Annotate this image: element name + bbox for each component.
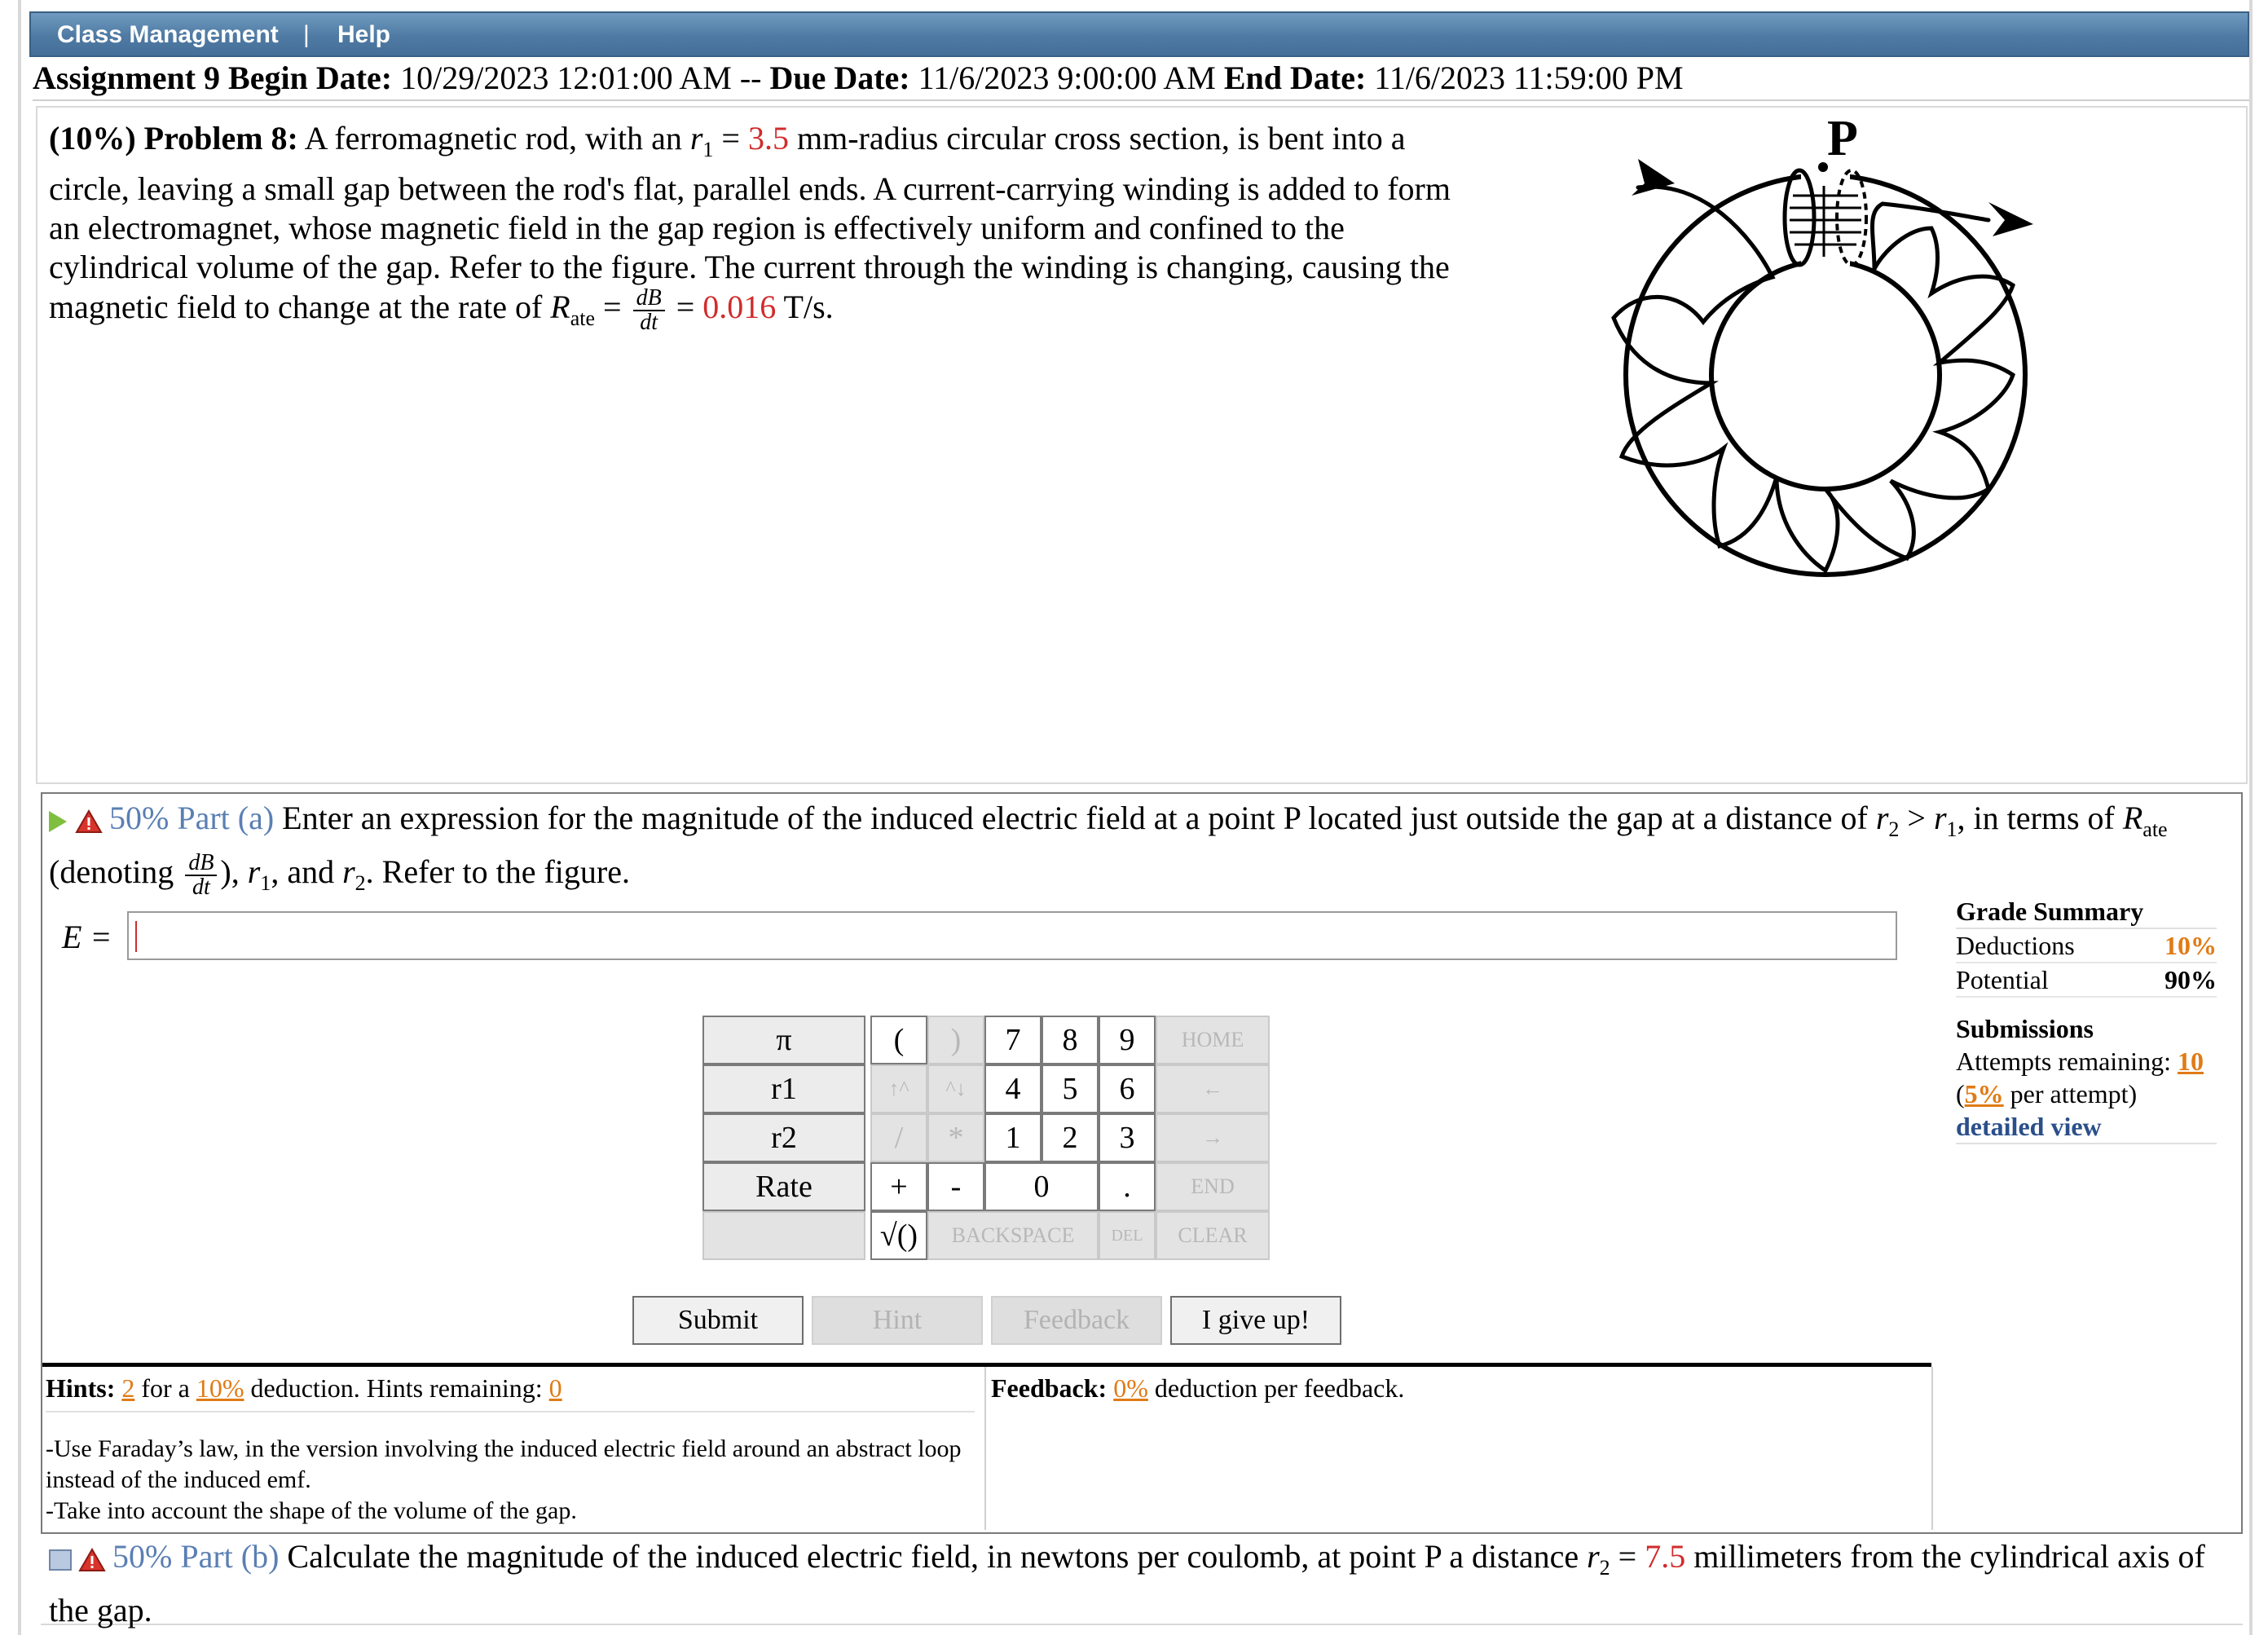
rate-symbol: R [550, 289, 570, 326]
key-multiply[interactable]: * [927, 1113, 984, 1162]
warning-icon [75, 809, 103, 834]
rate-subscript: ate [570, 306, 596, 331]
r1-subscript: 1 [702, 138, 714, 161]
key-up-arrow[interactable]: ↑^ [870, 1064, 927, 1113]
part-b-text-2: millimeters from the cylindrical axis of the gap. [49, 1538, 2205, 1628]
greater-than: > [1907, 800, 1926, 836]
begin-date: 10/29/2023 12:01:00 AM [400, 59, 732, 96]
key-empty [702, 1211, 865, 1260]
attempts-line [1956, 1045, 2217, 1078]
part-a-label: 50% Part (a) [109, 800, 275, 836]
key-7[interactable]: 7 [984, 1016, 1042, 1064]
key-rate[interactable]: Rate [702, 1162, 865, 1211]
feedback-panel [991, 1367, 1933, 1530]
denoting-open: (denoting [49, 853, 174, 890]
equals-sign: = [721, 120, 740, 156]
due-date: 11/6/2023 9:00:00 AM [918, 59, 1216, 96]
list-r1-subscript: 1 [260, 871, 271, 895]
top-menu-bar [29, 11, 2249, 57]
problem-title: Problem 8: [143, 120, 298, 156]
part-a-header [49, 797, 2217, 905]
key-clear[interactable]: CLEAR [1156, 1211, 1270, 1260]
per-attempt-label: per attempt) [2010, 1079, 2138, 1108]
cond-r2-subscript: 2 [1888, 818, 1900, 841]
r2-symbol: r [1587, 1538, 1600, 1575]
rate-subscript-a: ate [2142, 818, 2168, 841]
per-attempt-line [1956, 1078, 2217, 1110]
equals-sign-b: = [1618, 1538, 1637, 1575]
problem-statement [49, 119, 1483, 338]
fraction-numerator: dB [633, 287, 665, 311]
deductions-value: 10% [2165, 931, 2217, 960]
part-a-text-3: . Refer to the figure. [365, 853, 630, 890]
rate-unit: T/s. [783, 289, 834, 326]
submissions-title: Submissions [1956, 1014, 2094, 1043]
submit-button[interactable]: Submit [632, 1296, 804, 1345]
key-close-paren[interactable]: ) [927, 1016, 984, 1064]
feedback-deduction-label: deduction per feedback. [1154, 1373, 1405, 1403]
key-9[interactable]: 9 [1099, 1016, 1156, 1064]
cond-r2-symbol: r [1875, 800, 1889, 836]
menu-separator: | [303, 21, 310, 48]
grade-summary-title: Grade Summary [1956, 895, 2217, 929]
part-b-status-icon[interactable] [49, 1549, 72, 1571]
deductions-row [1956, 929, 2217, 963]
feedback-header [991, 1372, 1404, 1404]
list-r2-subscript: 2 [355, 871, 366, 895]
problem-weight: (10%) [49, 120, 136, 156]
denoting-close: ), [220, 853, 240, 890]
key-4[interactable]: 4 [984, 1064, 1042, 1113]
date-dash: -- [739, 59, 762, 96]
equals-sign-2: = [603, 289, 622, 326]
hints-count: 2 [121, 1373, 135, 1403]
hints-list [46, 1434, 983, 1527]
part-b-text-1: Calculate the magnitude of the induced electric field, in newtons per coulomb, at point P a distance [287, 1538, 1579, 1575]
end-date: 11/6/2023 11:59:00 PM [1374, 59, 1684, 96]
deductions-label: Deductions [1956, 931, 2075, 960]
key-8[interactable]: 8 [1042, 1016, 1099, 1064]
potential-row [1956, 963, 2217, 998]
part-b-label: 50% Part (b) [112, 1538, 280, 1575]
hint-button[interactable]: Hint [812, 1296, 983, 1345]
r2-value: 7.5 [1645, 1538, 1686, 1575]
grade-summary [1956, 895, 2217, 1144]
cond-r1-subscript: 1 [1946, 818, 1958, 841]
assignment-name: Assignment 9 [33, 59, 221, 96]
key-right-arrow[interactable]: → [1156, 1113, 1270, 1162]
part-b-header [49, 1536, 2233, 1632]
key-sqrt[interactable]: √() [870, 1211, 927, 1260]
key-r2[interactable]: r2 [702, 1113, 865, 1162]
assignment-dates [33, 57, 2249, 101]
equals-sign-3: = [676, 289, 695, 326]
per-attempt-value: 5% [1964, 1079, 2004, 1108]
class-management-link[interactable]: Class Management [57, 21, 279, 48]
arrow-out [1988, 202, 2033, 236]
key-0[interactable]: 0 [984, 1162, 1099, 1211]
expand-arrow-icon[interactable] [49, 811, 67, 832]
help-link[interactable]: Help [337, 21, 391, 48]
db-dt-fraction-a [185, 849, 217, 900]
feedback-deduction: 0% [1113, 1373, 1148, 1403]
due-date-label: Due Date: [769, 59, 910, 96]
end-date-label: End Date: [1223, 59, 1367, 96]
feedback-label: Feedback: [991, 1373, 1108, 1403]
hints-deduction-label: deduction. Hints remaining: [250, 1373, 543, 1403]
toroid-figure [1581, 114, 2070, 603]
part-a-text-2: , in terms of [1957, 800, 2115, 836]
hint-item-1: -Use Faraday’s law, in the version involving the induced electric field around an abstract loop instead of the induced emf. [46, 1435, 962, 1493]
feedback-button[interactable]: Feedback [991, 1296, 1162, 1345]
hints-for-a: for a [141, 1373, 190, 1403]
hints-label: Hints: [46, 1373, 116, 1403]
problem-text-2: mm-radius circular cross section, is bent into a circle, leaving a small gap between the rod's flat, parallel ends. A current-carrying winding is added to form an electromagnet, whose magnetic field in the gap region is effectively uniform and confined to the cylindrical volume of the gap. Refer to the figure. The current through the winding is changing, causing the magnetic field to change at the rate of [49, 120, 1451, 326]
cond-r1-symbol: r [1933, 800, 1947, 836]
r1-symbol: r [689, 120, 703, 156]
key-5[interactable]: 5 [1042, 1064, 1099, 1113]
key-end[interactable]: END [1156, 1162, 1270, 1211]
r1-value: 3.5 [747, 120, 789, 156]
key-down-arrow[interactable]: ^↓ [927, 1064, 984, 1113]
warning-icon-b [78, 1548, 106, 1572]
r2-subscript: 2 [1599, 1556, 1610, 1580]
toroid-inner-circle [1711, 261, 1940, 489]
hints-panel [42, 1367, 986, 1530]
fraction-numerator-a: dB [185, 852, 217, 876]
fraction-denominator-a: dt [192, 874, 210, 900]
key-del[interactable]: DEL [1099, 1211, 1156, 1260]
key-r1[interactable]: r1 [702, 1064, 865, 1113]
fraction-denominator: dt [640, 310, 658, 335]
answer-label: E = [62, 919, 112, 955]
point-p-label: P [1827, 114, 1858, 166]
key-backspace[interactable]: BACKSPACE [927, 1211, 1099, 1260]
key-3[interactable]: 3 [1099, 1113, 1156, 1162]
key-home[interactable]: HOME [1156, 1016, 1270, 1064]
hints-header [46, 1372, 975, 1412]
key-minus[interactable]: - [927, 1162, 984, 1211]
list-r2-symbol: r [342, 853, 355, 890]
key-1[interactable]: 1 [984, 1113, 1042, 1162]
rate-value: 0.016 [702, 289, 777, 326]
text-caret [135, 921, 137, 952]
hints-deduction: 10% [196, 1373, 244, 1403]
potential-value: 90% [2165, 965, 2217, 994]
give-up-button[interactable]: I give up! [1170, 1296, 1341, 1345]
part-a-text-1: Enter an expression for the magnitude of the induced electric field at a point P located just outside the gap at a distance of [282, 800, 1868, 836]
hint-item-2: -Take into account the shape of the volume of the gap. [46, 1497, 577, 1524]
and-text: , and [271, 853, 335, 890]
attempts-value: 10 [2177, 1047, 2204, 1076]
detailed-view-link[interactable]: detailed view [1956, 1110, 2217, 1144]
hints-remaining: 0 [548, 1373, 562, 1403]
answer-input[interactable] [127, 911, 1897, 960]
per-attempt-open: ( [1956, 1079, 1965, 1108]
db-dt-fraction [633, 287, 665, 334]
list-r1-symbol: r [247, 853, 261, 890]
potential-label: Potential [1956, 965, 2049, 994]
attempts-label: Attempts remaining: [1956, 1047, 2171, 1076]
key-decimal[interactable]: . [1099, 1162, 1156, 1211]
begin-date-label: Begin Date: [228, 59, 393, 96]
key-2[interactable]: 2 [1042, 1113, 1099, 1162]
key-pi[interactable]: π [702, 1016, 865, 1064]
rate-symbol-a: R [2122, 800, 2143, 836]
key-left-arrow[interactable]: ← [1156, 1064, 1270, 1113]
key-divide[interactable]: / [870, 1113, 927, 1162]
key-open-paren[interactable]: ( [870, 1016, 927, 1064]
key-plus[interactable]: + [870, 1162, 927, 1211]
key-6[interactable]: 6 [1099, 1064, 1156, 1113]
right-border [2249, 0, 2253, 1635]
left-border [18, 0, 21, 1635]
problem-text-1: A ferromagnetic rod, with an [304, 120, 682, 156]
